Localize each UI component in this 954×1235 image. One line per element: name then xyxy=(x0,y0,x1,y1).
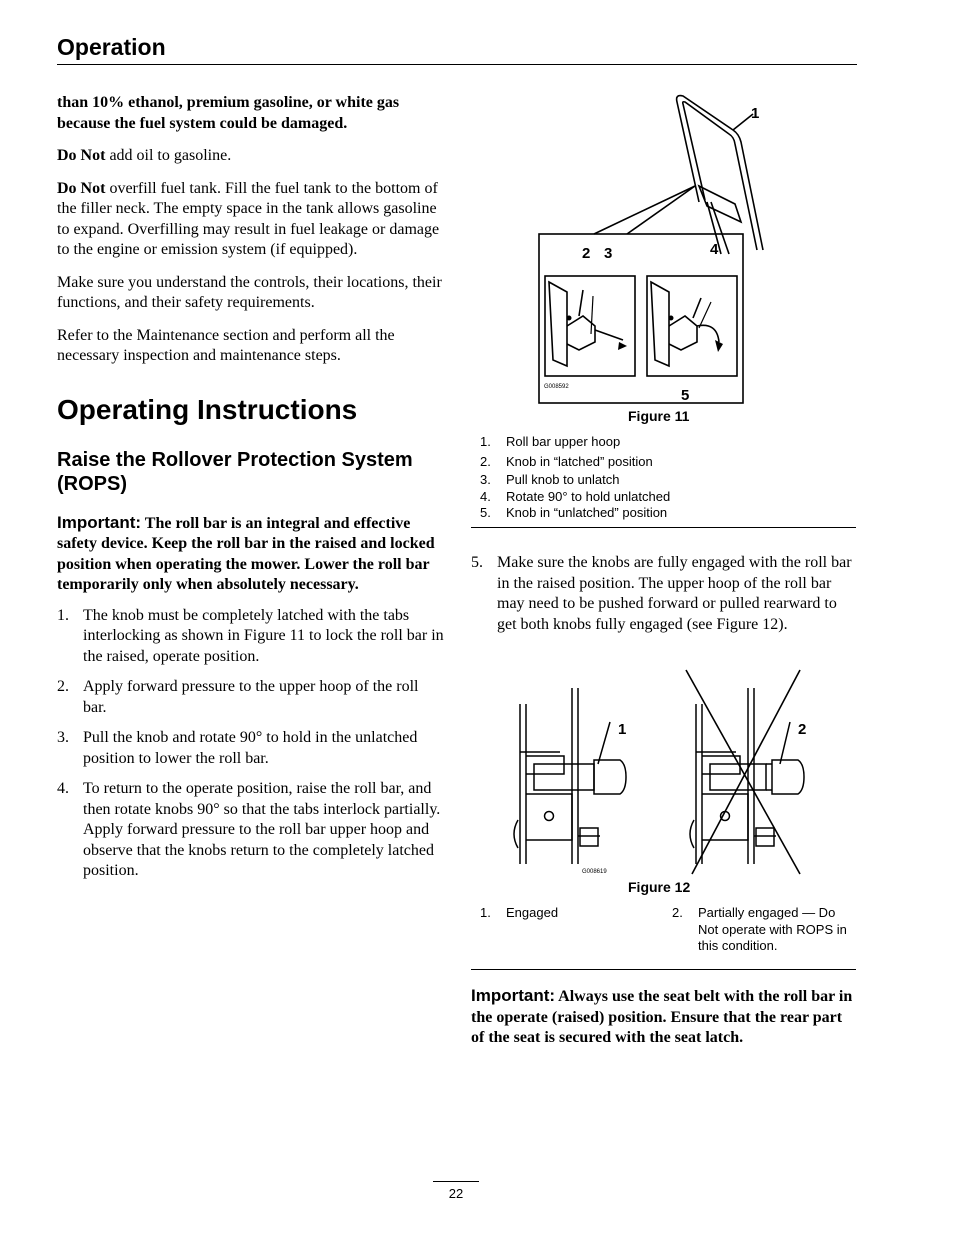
important-text: The roll bar is an integral and effective safety device. Keep the roll bar in the raised and locked position when operating the mower. Lower the roll bar temporarily only when absolutely necessary. xyxy=(57,514,435,593)
step-number: 3. xyxy=(57,729,69,746)
header-rule xyxy=(57,64,857,65)
figure-code: G008619 xyxy=(582,869,607,875)
paragraph-no-oil xyxy=(57,146,445,167)
figure-12-illustration xyxy=(500,664,840,879)
paragraph-controls: Make sure you understand the controls, their locations, their functions, and their safety requirements. xyxy=(57,273,442,311)
step-text: Pull the knob and rotate 90° to hold in the unlatched position to lower the roll bar. xyxy=(83,729,418,767)
callout-1: 1 xyxy=(751,105,760,122)
section-title: Operation xyxy=(57,34,166,60)
callout-4: 4 xyxy=(710,241,719,258)
step-5 xyxy=(471,553,859,635)
callout-5: 5 xyxy=(681,387,690,404)
page-number: 22 xyxy=(448,1186,464,1201)
important-text: Always use the seat belt with the roll bar in the operate (raised) position. Ensure that the rear part of the seat is secured with the seat latch. xyxy=(471,988,853,1046)
paragraph-text: add oil to gasoline. xyxy=(105,147,232,164)
callout-2: 2 xyxy=(798,721,807,738)
steps-list xyxy=(57,606,445,882)
list-item xyxy=(57,728,445,769)
legend-item: 3. Pull knob to unlatch xyxy=(480,472,620,487)
list-item xyxy=(57,779,445,882)
paragraph-maintenance: Refer to the Maintenance section and perform all the necessary inspection and maintenance steps. xyxy=(57,326,395,364)
step-text: Apply forward pressure to the upper hoop of the roll bar. xyxy=(83,678,419,716)
divider xyxy=(471,527,856,528)
step-number: 2. xyxy=(57,678,69,695)
callout-3: 3 xyxy=(604,245,613,262)
legend-item: 4. Rotate 90° to hold unlatched xyxy=(480,488,671,504)
callout-2: 2 xyxy=(582,245,591,262)
paragraph-text: overfill fuel tank. Fill the fuel tank to the bottom of the filler neck. The empty space in the tank allows gasoline to expand. Overfilling may result in fuel leakage or damage to the engine or emission system (if equipped). xyxy=(57,179,440,258)
step-text: The knob must be completely latched with the tabs interlocking as shown in Figure 11 to lock the roll bar in the raised, operate position. xyxy=(83,606,444,665)
figure-12-caption: Figure 12 xyxy=(628,879,691,895)
figure-11-caption: Figure 11 xyxy=(628,408,690,424)
important-label: Important: xyxy=(57,512,142,532)
figure-12-legend-item-1: 1. Engaged xyxy=(480,905,559,920)
operating-instructions-heading: Operating Instructions xyxy=(57,393,358,425)
list-item xyxy=(57,606,445,668)
figure-12-legend-item-2: 2. Partially engaged — Do Not operate with ROPS in this condition. xyxy=(672,905,847,953)
fuel-warning-continuation: than 10% ethanol, premium gasoline, or white gas because the fuel system could be damaged. xyxy=(57,94,400,132)
figure-11-illustration xyxy=(471,90,771,410)
step-number: 5. xyxy=(471,554,483,571)
important-label: Important: xyxy=(471,986,556,1005)
left-column xyxy=(57,93,445,892)
step-text: Make sure the knobs are fully engaged with the roll bar in the raised position. The upper hoop of the roll bar may need to be pushed forward or pulled rearward to get both knobs fully engaged (see Figure 12). xyxy=(497,554,852,633)
callout-1: 1 xyxy=(618,721,627,738)
divider xyxy=(471,969,856,970)
do-not-lead: Do Not xyxy=(57,179,106,197)
figure-11-legend xyxy=(480,434,670,522)
legend-item: 1. Roll bar upper hoop xyxy=(480,434,621,449)
do-not-lead: Do Not xyxy=(57,147,106,164)
important-note-seat-belt xyxy=(471,986,856,1049)
footer-rule xyxy=(433,1181,479,1182)
rops-subheading: Raise the Rollover Protection System (ROPS) xyxy=(57,448,413,495)
step-number: 4. xyxy=(57,780,69,797)
legend-item: 5. Knob in “unlatched” position xyxy=(480,505,668,520)
list-item xyxy=(57,677,445,718)
paragraph-no-overfill xyxy=(57,179,445,261)
important-note xyxy=(57,513,445,596)
legend-item: 2. Knob in “latched” position xyxy=(480,453,653,469)
step-text: To return to the operate position, raise the roll bar, and then rotate knobs 90° so that the tabs interlock partially. Apply forward pressure to the roll bar upper hoop and observe that the knobs return to the completely latched position. xyxy=(83,780,441,879)
step-number: 1. xyxy=(57,606,69,624)
figure-code: G008592 xyxy=(544,384,569,390)
